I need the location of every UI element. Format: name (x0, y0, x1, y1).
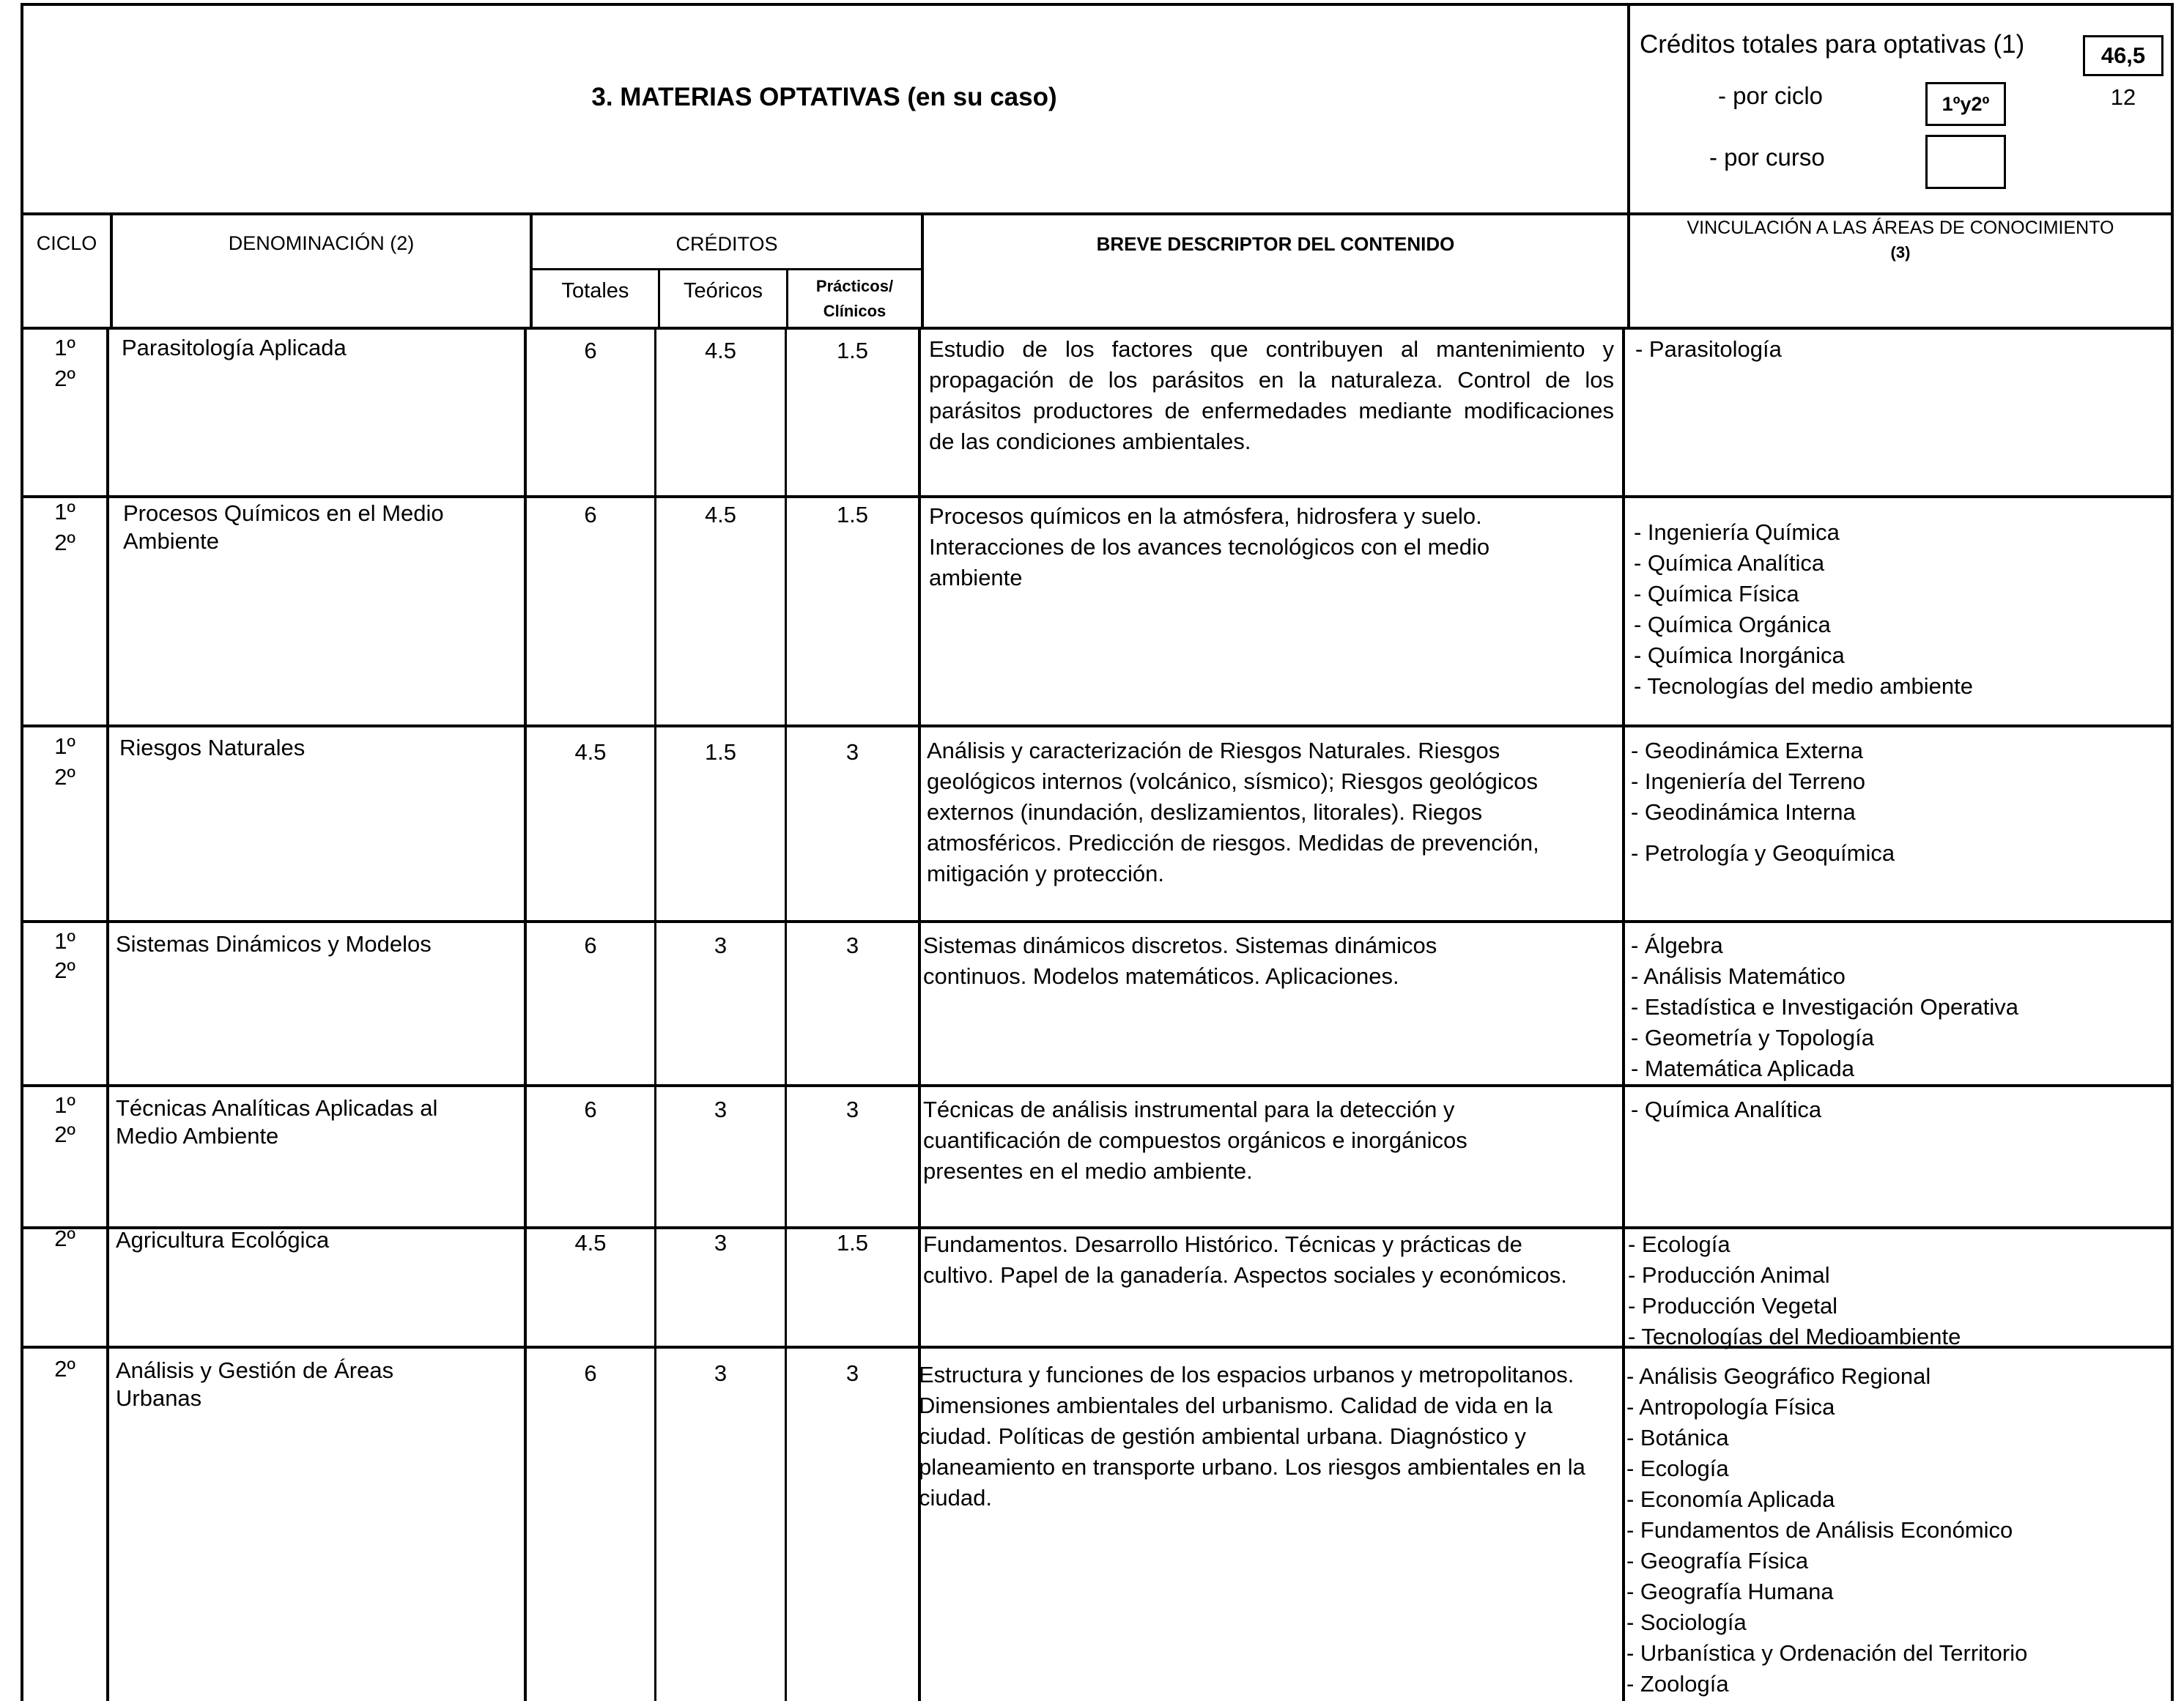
por-curso-box (1925, 135, 2006, 189)
credits-practicos: 3 (845, 1360, 859, 1386)
credits-totales: 6 (584, 338, 597, 363)
subject-name: Análisis y Gestión de Áreas (116, 1357, 394, 1383)
subject-name: Procesos Químicos en el Medio (123, 500, 444, 526)
header-bottom-border (21, 327, 2174, 330)
credits-teoricos: 4.5 (704, 502, 737, 527)
areas-list (1635, 334, 1782, 365)
credits-totales: 6 (584, 933, 597, 958)
areas-list (1631, 1094, 1821, 1125)
body-right-border (2171, 327, 2174, 1701)
ciclo-value: 2º (54, 1226, 75, 1251)
subject-name: Sistemas Dinámicos y Modelos (116, 931, 432, 957)
area-item: - Ingeniería del Terreno (1631, 768, 1865, 794)
col-divider-ciclo (106, 327, 109, 1701)
credits-practicos: 3 (845, 933, 859, 958)
border-top (21, 3, 2174, 6)
area-item: - Geografía Física (1626, 1548, 1809, 1574)
descriptor-text: Estudio de los factores que contribuyen al mantenimiento y propagación de los parásitos en la naturaleza. Control de los parásitos productores de enfermedades mediante modificaciones de las condiciones ambientales. (929, 336, 1614, 454)
area-item: - Química Orgánica (1634, 612, 1831, 637)
credits-practicos: 1.5 (836, 502, 869, 527)
area-item: - Estadística e Investigación Operativa (1631, 994, 2018, 1020)
area-item: - Geodinámica Interna (1631, 799, 1856, 825)
descriptor-text: Fundamentos. Desarrollo Histórico. Técnicas y prácticas de cultivo. Papel de la ganadería. Aspectos sociales y económicos. (923, 1231, 1567, 1288)
area-item: - Producción Vegetal (1628, 1293, 1838, 1319)
area-item: - Ecología (1626, 1456, 1729, 1481)
area-item: - Matemática Aplicada (1631, 1056, 1854, 1081)
header-teoricos: Teóricos (684, 279, 763, 303)
area-item: - Antropología Física (1626, 1394, 1835, 1420)
area-item: - Fundamentos de Análisis Económico (1626, 1517, 2013, 1543)
area-item: - Química Analítica (1631, 1097, 1822, 1122)
row-separator-4 (21, 1084, 2174, 1087)
sub-credits-value: 12 (2110, 84, 2136, 110)
page-title: 3. MATERIAS OPTATIVAS (en su caso) (591, 83, 1057, 111)
descriptor-text: Técnicas de análisis instrumental para la detección y cuantificación de compuestos orgánicos e inorgánicos presentes en el medio ambiente. (923, 1097, 1467, 1184)
descriptor-text: Análisis y caracterización de Riesgos Naturales. Riesgos geológicos internos (volcánico, sísmico); Riesgos geológicos externos (inundación, deslizamientos, litorales). Riegos atmosféricos. Predicción de riesgos. Medidas de prevención, mitigación y protección. (927, 738, 1539, 886)
ciclo-value: 1º (54, 335, 75, 360)
col-divider-desc (1622, 327, 1625, 1701)
subject-name: Técnicas Analíticas Aplicadas al (116, 1095, 438, 1121)
areas-list (1631, 930, 2018, 1084)
area-item: - Ingeniería Química (1634, 519, 1840, 545)
credits-practicos: 1.5 (836, 1230, 869, 1256)
subject-name: Urbanas (116, 1385, 202, 1411)
credits-teoricos: 3 (714, 1097, 728, 1122)
credits-totales: 6 (584, 1097, 597, 1122)
credits-practicos: 1.5 (836, 338, 869, 363)
area-item: - Zoología (1626, 1671, 1729, 1697)
ciclo-value: 2º (54, 366, 75, 391)
areas-list (1628, 1229, 1961, 1352)
header-right-border (2171, 212, 2174, 330)
descriptor-text: Sistemas dinámicos discretos. Sistemas dinámicos continuos. Modelos matemáticos. Aplicaciones. (923, 933, 1437, 989)
ciclo-value: 2º (54, 764, 75, 790)
area-item: - Parasitología (1635, 336, 1782, 362)
credits-teoricos: 3 (714, 1230, 728, 1256)
area-item: - Sociología (1626, 1609, 1747, 1635)
header-practicos-1: Prácticos/ (815, 277, 894, 295)
area-item: - Tecnologías del Medioambiente (1628, 1324, 1961, 1349)
ciclo-value: 1º (54, 1092, 75, 1118)
total-credits-box (2083, 35, 2163, 76)
row-separator-2 (21, 724, 2174, 727)
col-divider-totales (654, 327, 656, 1701)
area-item: - Química Inorgánica (1634, 642, 1845, 668)
ciclo-value: 2º (54, 1356, 75, 1382)
credits-teoricos: 3 (714, 1360, 728, 1386)
por-ciclo-value: 1ºy2º (1941, 93, 1990, 115)
ciclo-value: 1º (54, 928, 75, 954)
areas-list (1634, 517, 1973, 702)
header-practicos-2: Clínicos (823, 302, 886, 320)
col-divider-den (524, 327, 527, 1701)
descriptor-text: Procesos químicos en la atmósfera, hidrosfera y suelo. Interacciones de los avances tecnológicos con el medio ambiente (929, 503, 1490, 590)
title-divider (1627, 3, 1630, 215)
ciclo-value: 2º (54, 957, 75, 983)
subject-name: Medio Ambiente (116, 1123, 279, 1149)
credits-teoricos: 1.5 (704, 739, 737, 765)
subject-name: Parasitología Aplicada (122, 335, 347, 360)
credits-totales: 6 (584, 502, 597, 527)
area-item: - Química Física (1634, 581, 1799, 607)
header-creditos: CRÉDITOS (675, 233, 778, 255)
ciclo-value: 1º (54, 733, 75, 759)
credits-teoricos: 4.5 (704, 338, 737, 363)
areas-list (1631, 735, 1895, 869)
header-vinculacion-2: (3) (1890, 243, 1911, 262)
row-separator-3 (21, 920, 2174, 923)
col-divider-teoricos (785, 327, 787, 1701)
subject-name: Agricultura Ecológica (116, 1227, 330, 1253)
area-item: - Economía Aplicada (1626, 1486, 1835, 1512)
credits-practicos: 3 (845, 1097, 859, 1122)
por-ciclo-label: - por ciclo (1718, 82, 1824, 109)
area-item: - Geodinámica Externa (1631, 738, 1864, 763)
area-item: - Ecología (1628, 1231, 1730, 1257)
area-item: - Urbanística y Ordenación del Territorio (1626, 1640, 2028, 1666)
por-ciclo-box (1925, 82, 2006, 126)
ciclo-value: 2º (54, 530, 75, 555)
areas-list (1626, 1361, 2027, 1700)
header-totales: Totales (561, 279, 629, 303)
credits-totales: 4.5 (574, 739, 607, 765)
credits-teoricos: 3 (714, 933, 728, 958)
area-item: - Geometría y Topología (1631, 1025, 1874, 1050)
area-item: - Producción Animal (1628, 1262, 1830, 1288)
total-credits-value: 46,5 (2100, 42, 2146, 68)
header-vinculacion-1: VINCULACIÓN A LAS ÁREAS DE CONOCIMIENTO (1687, 218, 2114, 238)
area-item: - Química Analítica (1634, 550, 1825, 576)
area-item: - Álgebra (1631, 933, 1723, 958)
total-credits-label: Créditos totales para optativas (1) (1640, 30, 2025, 59)
credits-practicos: 3 (845, 739, 859, 765)
header-denominacion: DENOMINACIÓN (2) (228, 232, 415, 254)
area-item: - Petrología y Geoquímica (1631, 840, 1895, 866)
subject-name: Riesgos Naturales (119, 735, 306, 760)
credits-totales: 4.5 (574, 1230, 607, 1256)
creditos-sub-border (531, 268, 922, 270)
ciclo-value: 2º (54, 1122, 75, 1147)
header-ciclo: CICLO (36, 232, 97, 254)
credits-totales: 6 (584, 1360, 597, 1386)
border-right-top (2171, 3, 2174, 215)
ciclo-value: 1º (54, 499, 75, 525)
area-item: - Análisis Geográfico Regional (1626, 1363, 1931, 1389)
descriptor-text: Estructura y funciones de los espacios urbanos y metropolitanos. Dimensiones ambientales del urbanismo. Calidad de vida en la ciudad. Políticas de gestión ambiental urbana. Diagnóstico y planeamiento en transporte urbano. Los riesgos ambientales en la ciudad. (919, 1362, 1585, 1511)
area-item: - Tecnologías del medio ambiente (1634, 673, 1973, 699)
por-curso-label: - por curso (1709, 144, 1825, 171)
area-item: - Análisis Matemático (1631, 963, 1846, 989)
area-item: - Botánica (1626, 1425, 1729, 1450)
header-descriptor: BREVE DESCRIPTOR DEL CONTENIDO (1096, 233, 1455, 255)
area-item: - Geografía Humana (1626, 1579, 1834, 1604)
subject-name: Ambiente (123, 528, 219, 554)
